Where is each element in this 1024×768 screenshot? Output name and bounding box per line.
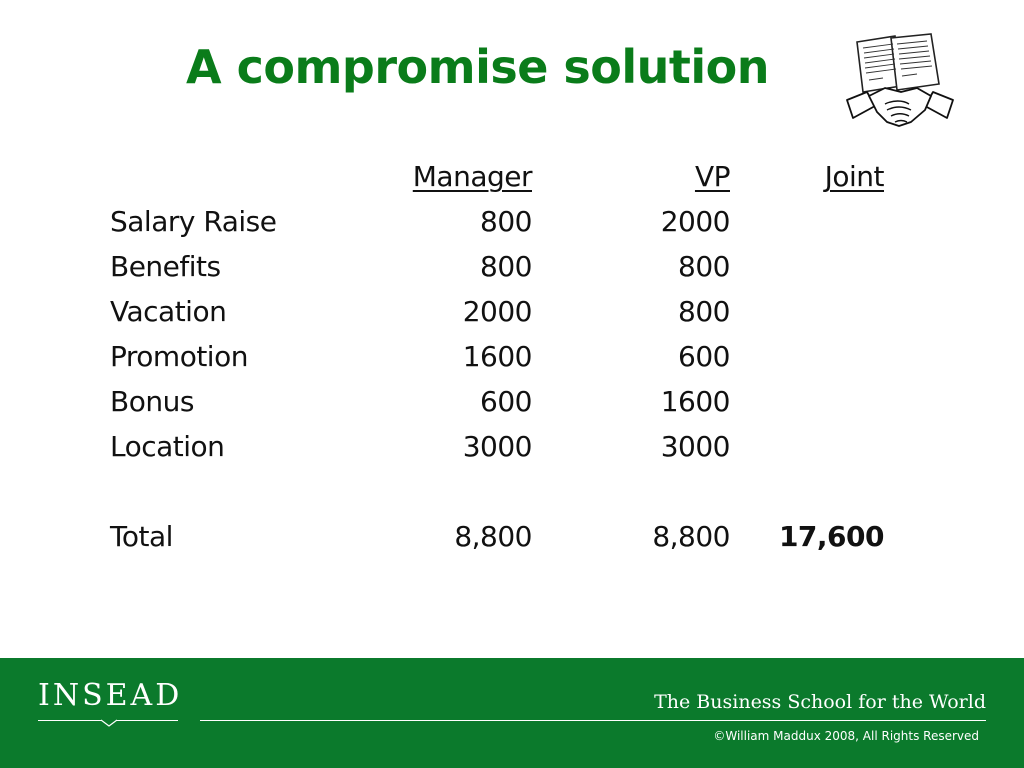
header-vp: VP [694, 160, 730, 193]
vp-value: 1600 [660, 385, 730, 418]
manager-value: 2000 [462, 295, 532, 328]
manager-value: 3000 [462, 430, 532, 463]
row-label: Promotion [110, 340, 248, 373]
manager-value: 800 [480, 250, 532, 283]
footer-tagline: The Business School for the World [654, 691, 986, 713]
row-label: Salary Raise [110, 205, 277, 238]
footer-bar [0, 658, 1024, 768]
total-vp-value: 8,800 [652, 520, 730, 553]
header-joint: Joint [824, 160, 884, 193]
footer-copyright: ©William Maddux 2008, All Rights Reserved [713, 729, 979, 743]
vp-value: 3000 [660, 430, 730, 463]
page-title: A compromise solution [186, 40, 770, 94]
insead-logo: INSEAD [38, 678, 183, 713]
row-label: Location [110, 430, 225, 463]
vp-value: 600 [678, 340, 730, 373]
manager-value: 1600 [462, 340, 532, 373]
footer-divider-right [200, 720, 986, 721]
total-joint-value: 17,600 [778, 520, 884, 553]
logo-chevron-icon [100, 717, 118, 727]
row-label: Bonus [110, 385, 194, 418]
vp-value: 800 [678, 295, 730, 328]
header-manager: Manager [412, 160, 532, 193]
row-label: Benefits [110, 250, 221, 283]
manager-value: 600 [480, 385, 532, 418]
vp-value: 2000 [660, 205, 730, 238]
vp-value: 800 [678, 250, 730, 283]
manager-value: 800 [480, 205, 532, 238]
row-label: Vacation [110, 295, 227, 328]
total-label: Total [110, 520, 173, 553]
total-manager-value: 8,800 [454, 520, 532, 553]
